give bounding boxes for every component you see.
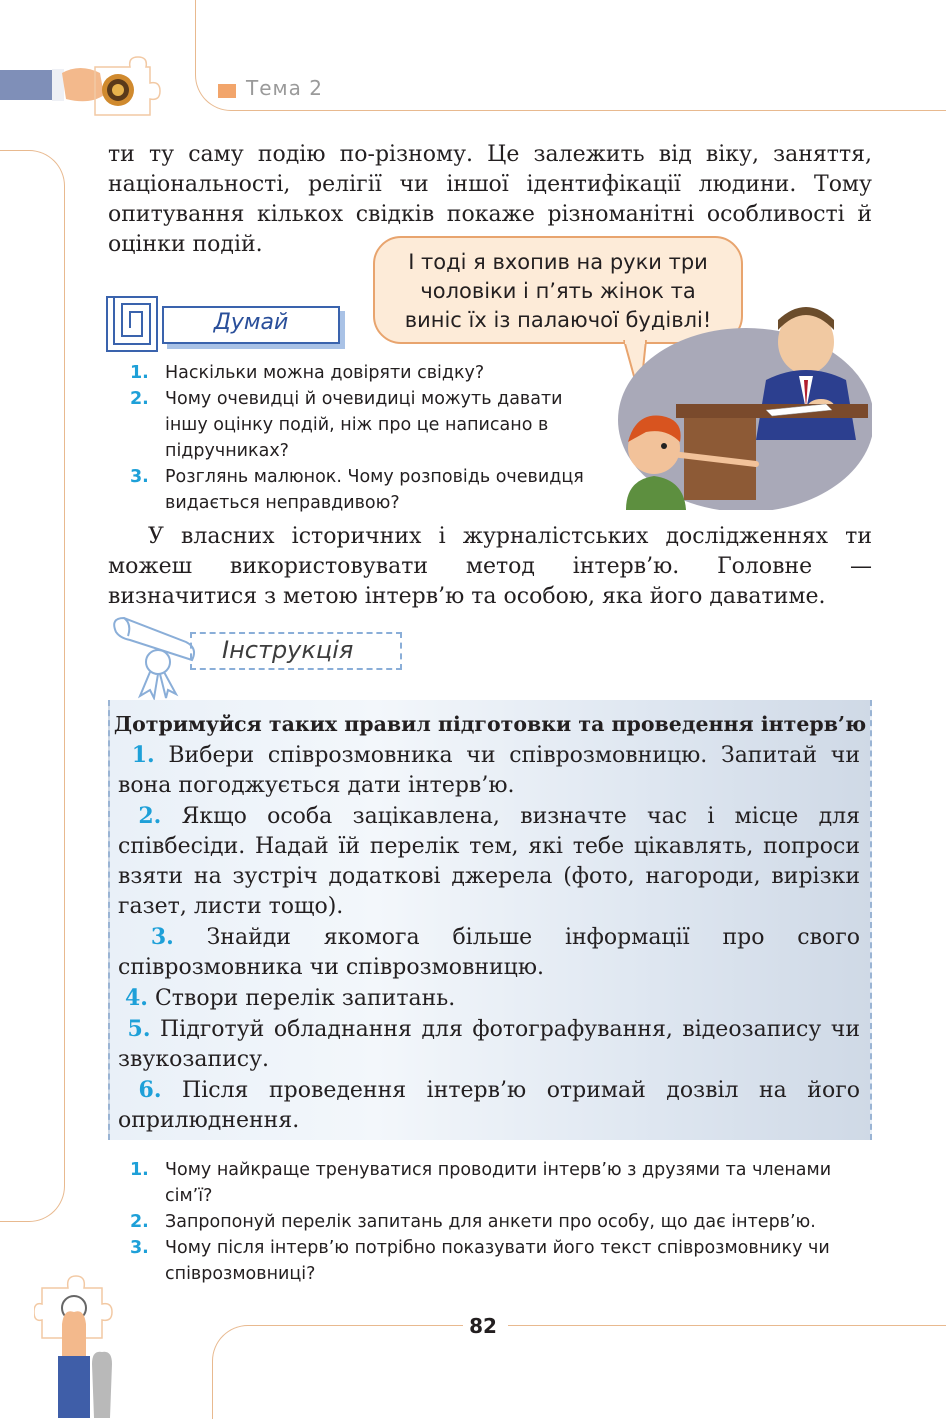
step-text: Якщо особа зацікавлена, визначте час і місце для співбесіди. Надай їй перелік тем, які тебе цікавлять, попроси взяти на зустріч додаткові джерела (фото, нагороди, вирізки газет, листи тощо). xyxy=(118,804,861,919)
list-item xyxy=(118,983,860,1014)
step-number: 2. xyxy=(138,803,162,829)
list-item xyxy=(118,801,860,922)
list-item xyxy=(118,740,860,801)
step-number: 6. xyxy=(138,1077,162,1103)
step-number: 3. xyxy=(150,924,174,950)
question-text: Розглянь малюнок. Чому розповідь очевидця видається неправдивою? xyxy=(165,467,584,513)
maze-icon xyxy=(106,296,158,352)
hands-puzzle-illustration xyxy=(34,1268,124,1418)
list-item xyxy=(130,1235,875,1287)
list-item xyxy=(118,1075,860,1136)
theme-label: Тема 2 xyxy=(246,76,323,100)
diploma-scroll-icon xyxy=(106,612,202,700)
list-item xyxy=(130,1157,875,1209)
step-text: Створи перелік запитань. xyxy=(154,986,456,1011)
final-questions xyxy=(130,1157,875,1287)
list-item xyxy=(130,386,600,464)
question-text: Наскільки можна довіряти свідку? xyxy=(165,363,485,383)
question-number: 3. xyxy=(130,467,149,487)
list-item xyxy=(130,1209,875,1235)
instruction-label: Інструкція xyxy=(222,636,354,664)
question-number: 2. xyxy=(130,389,149,409)
list-item xyxy=(130,464,600,516)
hand-puzzle-illustration xyxy=(0,55,170,125)
instruction-steps xyxy=(118,740,860,1136)
page-frame-bottom xyxy=(212,1325,463,1419)
step-text: Вибери співрозмовника чи співрозмовницю. Запитай чи вона погоджується дати інтерв’ю. xyxy=(118,743,860,798)
theme-marker xyxy=(218,84,236,98)
step-text: Підготуй обладнання для фотографування, відеозапису чи звукозапису. xyxy=(118,1017,860,1072)
step-number: 5. xyxy=(127,1016,151,1042)
list-item xyxy=(118,922,860,983)
question-text: Чому після інтерв’ю потрібно показувати його текст співрозмовнику чи співрозмовниці? xyxy=(165,1238,830,1284)
method-paragraph: У власних історичних і журналістських дослідженнях ти можеш використовувати метод інтерв’ю. Головне — визначитися з метою інтерв’ю та особою, яка його даватиме. xyxy=(108,524,872,609)
instruction-title: Дотримуйся таких правил підготовки та проведення інтерв’ю xyxy=(113,712,867,736)
step-text: Після проведення інтерв’ю отримай дозвіл на його оприлюднення. xyxy=(118,1078,860,1133)
intro-paragraph: ти ту саму подію по-різному. Це залежить від віку, заняття, національності, релігії чи іншої ідентифікації людини. Тому опитування кількох свідків покаже різноманітні особливості й оцінки подій. xyxy=(108,142,872,257)
cartoon-illustration xyxy=(606,300,872,510)
step-number: 1. xyxy=(131,742,155,768)
page-frame-left xyxy=(0,150,65,1222)
step-text: Знайди якомога більше інформації про свого співрозмовника чи співрозмовницю. xyxy=(118,925,860,980)
step-number: 4. xyxy=(125,985,148,1011)
question-number: 1. xyxy=(130,363,149,383)
page-number: 82 xyxy=(469,1314,497,1338)
think-questions xyxy=(130,360,600,516)
question-number: 1. xyxy=(130,1160,149,1180)
question-text: Чому очевидці й очевидиці можуть давати іншу оцінку подій, ніж про це написано в підручниках? xyxy=(165,389,563,461)
list-item xyxy=(130,360,600,386)
question-text: Запропонуй перелік запитань для анкети про особу, що дає інтерв’ю. xyxy=(165,1212,816,1232)
question-text: Чому найкраще тренуватися проводити інтерв’ю з друзями та членами сім’ї? xyxy=(165,1160,832,1206)
list-item xyxy=(118,1014,860,1075)
think-label: Думай xyxy=(213,310,289,335)
question-number: 2. xyxy=(130,1212,149,1232)
question-number: 3. xyxy=(130,1238,149,1258)
speech-bubble: І тоді я вхопив на руки три чоловіки і п’ять жінок та виніс їх із палаючої будівлі! xyxy=(373,236,743,344)
page-frame-bottom-line xyxy=(508,1325,946,1326)
